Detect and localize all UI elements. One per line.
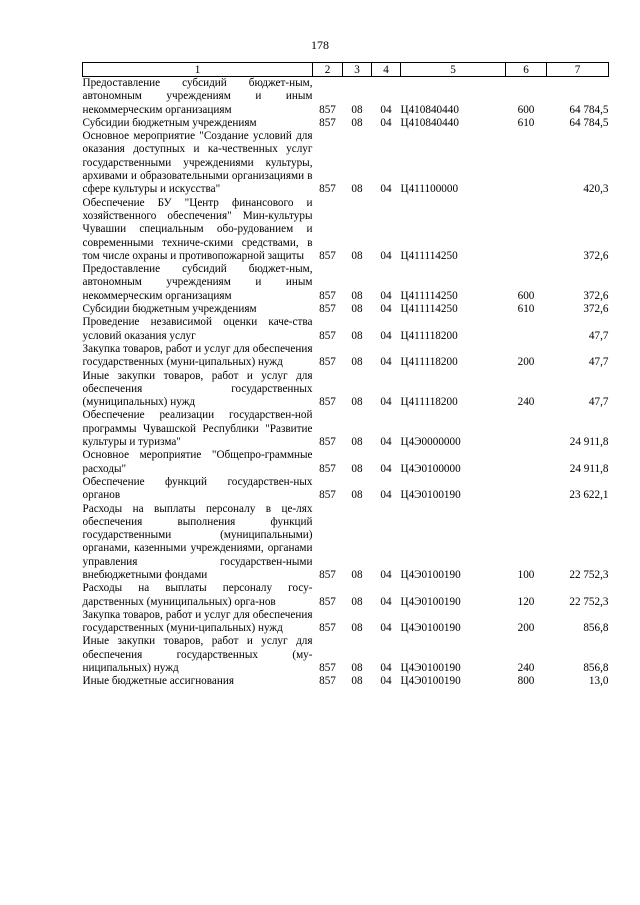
column-header: 5	[401, 63, 506, 77]
row-name-cell: Основное мероприятие "Создание условий для оказания доступных и ка-чественных услуг государственными учреждениями культуры, архивами и образовательными организациями в сфере культуры и искусства"	[82, 130, 313, 196]
table-row	[83, 582, 609, 609]
amount-cell: 856,8	[583, 622, 609, 635]
expense-type-cell: 200	[517, 622, 535, 635]
ministry-code-cell: 857	[319, 103, 336, 116]
amount-cell: 24 911,8	[569, 462, 609, 475]
section-code-cell: 08	[351, 568, 363, 581]
row-name-cell: Расходы на выплаты персоналу госу-дарственных (муниципальных) орга-нов	[82, 582, 313, 608]
row-name-cell: Обеспечение реализации государствен-ной программы Чувашской Республики "Развитие культуры и туризма"	[82, 409, 313, 449]
ministry-code-cell: 857	[319, 356, 336, 369]
row-name-cell: Проведение независимой оценки каче-ства условий оказания услуг	[82, 316, 313, 342]
table-row	[83, 635, 609, 675]
row-name-cell: Иные закупки товаров, работ и услуг для обеспечения государственных (муниципальных) нужд	[82, 369, 313, 409]
table-row	[83, 503, 609, 583]
table-row	[83, 409, 609, 449]
section-code-cell: 08	[351, 329, 363, 342]
subsection-code-cell: 04	[380, 489, 392, 502]
ministry-code-cell: 857	[319, 622, 336, 635]
ministry-code-cell: 857	[319, 675, 336, 688]
target-article-cell: Ц411100000	[400, 183, 459, 196]
target-article-cell: Ц410840440	[400, 103, 459, 116]
column-header: 1	[83, 63, 313, 77]
subsection-code-cell: 04	[380, 249, 392, 262]
target-article-cell: Ц4Э0100190	[400, 622, 461, 635]
amount-cell: 420,3	[583, 183, 609, 196]
expense-type-cell	[506, 130, 547, 196]
subsection-code-cell: 04	[380, 329, 392, 342]
section-code-cell: 08	[351, 303, 363, 316]
table-row	[83, 117, 609, 130]
section-code-cell: 08	[351, 675, 363, 688]
target-article-cell: Ц4Э0100000	[400, 462, 461, 475]
subsection-code-cell: 04	[380, 396, 392, 409]
section-code-cell: 08	[351, 103, 363, 116]
section-code-cell: 08	[351, 462, 363, 475]
amount-cell: 856,8	[583, 662, 609, 675]
expense-type-cell: 240	[517, 662, 535, 675]
expense-type-cell: 800	[517, 675, 535, 688]
table-row	[83, 609, 609, 636]
expense-type-cell: 100	[517, 568, 535, 581]
row-name-cell: Предоставление субсидий бюджет-ным, автономным учреждениям и иным некоммерческим организациям	[82, 263, 313, 302]
ministry-code-cell: 857	[319, 489, 336, 502]
column-header: 2	[313, 63, 343, 77]
subsection-code-cell: 04	[380, 675, 392, 688]
subsection-code-cell: 04	[380, 462, 392, 475]
amount-cell: 22 752,3	[569, 595, 609, 608]
target-article-cell: Ц4Э0100190	[400, 489, 461, 502]
amount-cell: 13,0	[588, 675, 609, 688]
table-row	[83, 130, 609, 196]
target-article-cell: Ц410840440	[400, 116, 459, 129]
page-number: 178	[311, 38, 329, 52]
amount-cell: 22 752,3	[569, 568, 609, 581]
amount-cell: 372,6	[583, 303, 609, 316]
row-name-cell: Иные бюджетные ассигнования	[82, 675, 234, 688]
target-article-cell: Ц411118200	[400, 356, 458, 369]
amount-cell: 47,7	[588, 356, 609, 369]
row-name-cell: Основное мероприятие "Общепро-граммные расходы"	[82, 449, 313, 475]
ministry-code-cell: 857	[319, 662, 336, 675]
section-code-cell: 08	[351, 289, 363, 302]
section-code-cell: 08	[351, 489, 363, 502]
expense-type-cell	[506, 197, 547, 263]
expense-type-cell: 120	[517, 595, 535, 608]
ministry-code-cell: 857	[319, 436, 336, 449]
section-code-cell: 08	[351, 183, 363, 196]
target-article-cell: Ц4Э0100190	[400, 662, 461, 675]
table-row	[83, 197, 609, 263]
section-code-cell: 08	[351, 356, 363, 369]
row-name-cell: Предоставление субсидий бюджет-ным, автономным учреждениям и иным некоммерческим организациям	[82, 77, 313, 116]
subsection-code-cell: 04	[380, 595, 392, 608]
subsection-code-cell: 04	[380, 183, 392, 196]
column-header: 6	[506, 63, 547, 77]
section-code-cell: 08	[351, 249, 363, 262]
section-code-cell: 08	[351, 622, 363, 635]
subsection-code-cell: 04	[380, 103, 392, 116]
amount-cell: 23 622,1	[569, 489, 609, 502]
expense-type-cell: 610	[517, 116, 535, 129]
amount-cell: 47,7	[588, 329, 609, 342]
expense-type-cell: 600	[517, 289, 535, 302]
ministry-code-cell: 857	[319, 303, 336, 316]
ministry-code-cell: 857	[319, 595, 336, 608]
table-row	[83, 316, 609, 343]
target-article-cell: Ц411114250	[400, 289, 458, 302]
ministry-code-cell: 857	[319, 568, 336, 581]
ministry-code-cell: 857	[319, 183, 336, 196]
section-code-cell: 08	[351, 396, 363, 409]
table-row	[83, 476, 609, 503]
target-article-cell: Ц411114250	[400, 303, 458, 316]
row-name-cell: Иные закупки товаров, работ и услуг для обеспечения государственных (му-ниципальных) нужд	[82, 635, 313, 675]
amount-cell: 64 784,5	[569, 103, 609, 116]
table-row	[83, 303, 609, 316]
table-row	[83, 263, 609, 303]
row-name-cell: Субсидии бюджетным учреждениям	[82, 116, 257, 129]
amount-cell: 47,7	[588, 396, 609, 409]
subsection-code-cell: 04	[380, 116, 392, 129]
target-article-cell: Ц411114250	[400, 249, 458, 262]
subsection-code-cell: 04	[380, 289, 392, 302]
table-row	[83, 77, 609, 117]
expense-type-cell: 240	[517, 396, 535, 409]
subsection-code-cell: 04	[380, 622, 392, 635]
ministry-code-cell: 857	[319, 396, 336, 409]
ministry-code-cell: 857	[319, 249, 336, 262]
expense-type-cell: 610	[517, 303, 535, 316]
column-header: 3	[343, 63, 372, 77]
row-name-cell: Закупка товаров, работ и услуг для обеспечения государственных (муни-ципальных) нужд	[82, 342, 313, 369]
row-name-cell: Закупка товаров, работ и услуг для обеспечения государственных (муни-ципальных) нужд	[82, 608, 313, 635]
target-article-cell: Ц4Э0100190	[400, 675, 461, 688]
column-header: 7	[547, 63, 609, 77]
amount-cell: 64 784,5	[569, 116, 609, 129]
table-header-row	[83, 63, 609, 77]
subsection-code-cell: 04	[380, 356, 392, 369]
ministry-code-cell: 857	[319, 289, 336, 302]
expense-type-cell: 200	[517, 356, 535, 369]
section-code-cell: 08	[351, 662, 363, 675]
subsection-code-cell: 04	[380, 303, 392, 316]
subsection-code-cell: 04	[380, 662, 392, 675]
target-article-cell: Ц411118200	[400, 329, 458, 342]
table-row	[83, 370, 609, 410]
ministry-code-cell: 857	[319, 329, 336, 342]
table-row	[83, 343, 609, 370]
amount-cell: 24 911,8	[569, 436, 609, 449]
target-article-cell: Ц4Э0000000	[400, 436, 461, 449]
budget-table	[82, 62, 609, 689]
expense-type-cell	[506, 409, 547, 449]
ministry-code-cell: 857	[319, 462, 336, 475]
amount-cell: 372,6	[583, 289, 609, 302]
target-article-cell: Ц4Э0100190	[400, 568, 461, 581]
row-name-cell: Обеспечение БУ "Центр финансового и хозяйственного обеспечения" Мин-культуры Чувашии специальным обо-рудованием и современными техниче-скими средствами, в том числе охраны и противопожарной защиты	[82, 196, 313, 262]
table-row	[83, 675, 609, 688]
section-code-cell: 08	[351, 595, 363, 608]
column-header: 4	[372, 63, 401, 77]
table-body	[83, 77, 609, 689]
expense-type-cell	[506, 316, 547, 343]
target-article-cell: Ц4Э0100190	[400, 595, 461, 608]
expense-type-cell: 600	[517, 103, 535, 116]
row-name-cell: Обеспечение функций государствен-ных органов	[82, 475, 313, 502]
table-row	[83, 449, 609, 476]
target-article-cell: Ц411118200	[400, 396, 458, 409]
amount-cell: 372,6	[583, 249, 609, 262]
ministry-code-cell: 857	[319, 116, 336, 129]
row-name-cell: Субсидии бюджетным учреждениям	[82, 303, 257, 316]
subsection-code-cell: 04	[380, 436, 392, 449]
section-code-cell: 08	[351, 116, 363, 129]
expense-type-cell	[506, 476, 547, 503]
section-code-cell: 08	[351, 436, 363, 449]
expense-type-cell	[506, 449, 547, 476]
row-name-cell: Расходы на выплаты персоналу в це-лях обеспечения выполнения функций государственными (муниципальными) органами, казенными учреждениями, органами управления государствен-ными внебюджетными фондами	[82, 502, 313, 581]
subsection-code-cell: 04	[380, 568, 392, 581]
